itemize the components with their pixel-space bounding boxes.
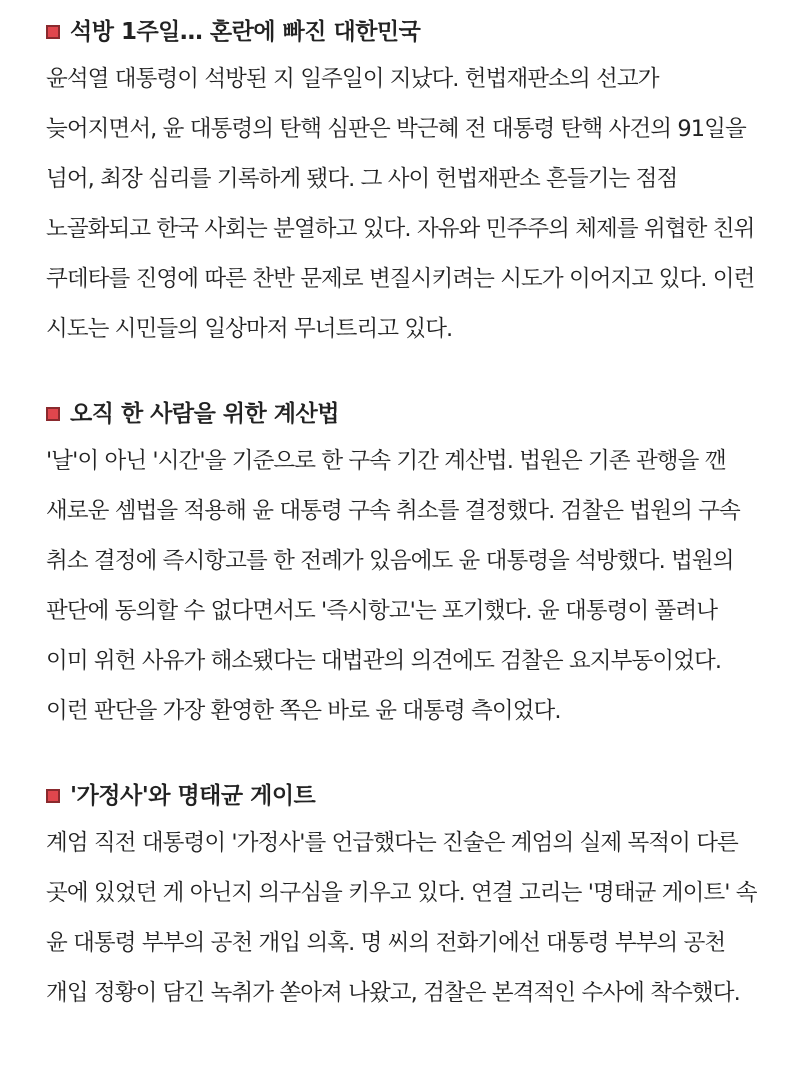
section-family-matter — [46, 774, 760, 1018]
section-calculation — [46, 392, 760, 736]
square-bullet-icon — [46, 407, 60, 421]
section-body: 윤석열 대통령이 석방된 지 일주일이 지났다. 헌법재판소의 선고가 늦어지면서, 윤 대통령의 탄핵 심판은 박근혜 전 대통령 탄핵 사건의 91일을 넘어, 최장 심리를 기록하게 됐다. 그 사이 헌법재판소 흔들기는 점점 노골화되고 한국 사회는 분열하고 있다. 자유와 민주주의 체제를 위협한 친위 쿠데타를 진영에 따른 찬반 문제로 변질시키려는 시도가 이어지고 있다. 이런 시도는 시민들의 일상마저 무너트리고 있다. — [46, 66, 755, 342]
section-heading-text: '가정사'와 명태균 게이트 — [70, 783, 316, 809]
section-heading — [46, 10, 760, 54]
section-heading-text: 오직 한 사람을 위한 계산법 — [70, 401, 339, 427]
section-heading-text: 석방 1주일… 혼란에 빠진 대한민국 — [70, 19, 421, 45]
section-body: 계엄 직전 대통령이 '가정사'를 언급했다는 진술은 계엄의 실제 목적이 다른 곳에 있었던 게 아닌지 의구심을 키우고 있다. 연결 고리는 '명태균 게이트' 속 윤 대통령 부부의 공천 개입 의혹. 명 씨의 전화기에선 대통령 부부의 공천 개입 정황이 담긴 녹취가 쏟아져 나왔고, 검찰은 본격적인 수사에 착수했다. — [46, 830, 757, 1006]
section-release — [46, 10, 760, 354]
section-body: '날'이 아닌 '시간'을 기준으로 한 구속 기간 계산법. 법원은 기존 관행을 깬 새로운 셈법을 적용해 윤 대통령 구속 취소를 결정했다. 검찰은 법원의 구속 취소 결정에 즉시항고를 한 전례가 있음에도 윤 대통령을 석방했다. 법원의 판단에 동의할 수 없다면서도 '즉시항고'는 포기했다. 윤 대통령이 풀려나 이미 위헌 사유가 해소됐다는 대법관의 의견에도 검찰은 요지부동이었다. 이런 판단을 가장 환영한 쪽은 바로 윤 대통령 측이었다. — [46, 448, 740, 724]
section-heading — [46, 392, 760, 436]
section-heading — [46, 774, 760, 818]
square-bullet-icon — [46, 25, 60, 39]
square-bullet-icon — [46, 789, 60, 803]
